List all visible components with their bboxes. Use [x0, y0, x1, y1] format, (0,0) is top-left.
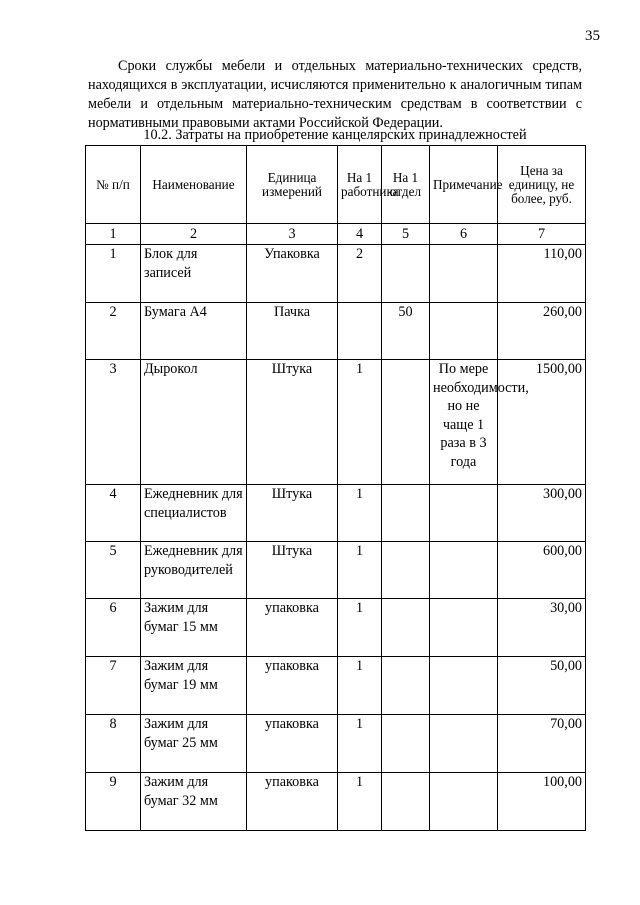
- section-title: 10.2. Затраты на приобретение канцелярских принадлежностей: [143, 127, 527, 143]
- qty-per-dept: [382, 485, 430, 542]
- header-num: № п/п: [86, 146, 141, 224]
- qty-per-worker: 1: [338, 599, 382, 657]
- row-number: 7: [86, 657, 141, 715]
- item-note: [430, 715, 498, 773]
- qty-per-dept: [382, 657, 430, 715]
- row-number: 3: [86, 360, 141, 485]
- qty-per-worker: 1: [338, 773, 382, 831]
- qty-per-worker: 1: [338, 485, 382, 542]
- table-row: [86, 599, 586, 657]
- intro-paragraph: [88, 57, 582, 133]
- item-unit: упаковка: [247, 657, 338, 715]
- item-price: 110,00: [498, 245, 586, 303]
- item-unit: упаковка: [247, 773, 338, 831]
- item-unit: Упаковка: [247, 245, 338, 303]
- item-unit: Штука: [247, 542, 338, 599]
- item-name: Зажим для бумаг 15 мм: [141, 599, 247, 657]
- item-unit: упаковка: [247, 599, 338, 657]
- column-number: 6: [430, 224, 498, 245]
- qty-per-dept: [382, 542, 430, 599]
- column-number-row: [86, 224, 586, 245]
- row-number: 8: [86, 715, 141, 773]
- header-unit: Единица измерений: [247, 146, 338, 224]
- qty-per-worker: 1: [338, 360, 382, 485]
- item-note: [430, 245, 498, 303]
- item-unit: Пачка: [247, 303, 338, 360]
- column-number: 3: [247, 224, 338, 245]
- item-name: Ежедневник для руководителей: [141, 542, 247, 599]
- item-price: 100,00: [498, 773, 586, 831]
- stationery-table: [85, 145, 586, 831]
- qty-per-dept: [382, 245, 430, 303]
- table-row: [86, 360, 586, 485]
- item-unit: упаковка: [247, 715, 338, 773]
- item-name: Зажим для бумаг 19 мм: [141, 657, 247, 715]
- row-number: 6: [86, 599, 141, 657]
- qty-per-dept: 50: [382, 303, 430, 360]
- column-number: 2: [141, 224, 247, 245]
- row-number: 4: [86, 485, 141, 542]
- qty-per-worker: 1: [338, 657, 382, 715]
- row-number: 9: [86, 773, 141, 831]
- item-name: Дырокол: [141, 360, 247, 485]
- item-name: Зажим для бумаг 25 мм: [141, 715, 247, 773]
- item-price: 1500,00: [498, 360, 586, 485]
- intro-text: Сроки службы мебели и отдельных материально-технических средств, находящихся в эксплуатации, исчисляются применительно к аналогичным типам мебели и отдельным материально-техническим средствам в соответствии с нормативными правовыми актами Российской Федерации.: [88, 58, 582, 131]
- item-price: 70,00: [498, 715, 586, 773]
- item-price: 260,00: [498, 303, 586, 360]
- header-note: Примечание: [430, 146, 498, 224]
- header-name: Наименование: [141, 146, 247, 224]
- table-row: [86, 485, 586, 542]
- page-number: 35: [585, 28, 600, 44]
- item-note: [430, 303, 498, 360]
- item-note: [430, 599, 498, 657]
- item-unit: Штука: [247, 360, 338, 485]
- table-row: [86, 715, 586, 773]
- qty-per-dept: [382, 599, 430, 657]
- item-price: 300,00: [498, 485, 586, 542]
- item-note: [430, 485, 498, 542]
- item-name: Ежедневник для специалистов: [141, 485, 247, 542]
- qty-per-worker: 1: [338, 542, 382, 599]
- item-note: [430, 542, 498, 599]
- header-per-worker: На 1 работника: [338, 146, 382, 224]
- qty-per-dept: [382, 715, 430, 773]
- table-row: [86, 657, 586, 715]
- item-name: Бумага А4: [141, 303, 247, 360]
- qty-per-dept: [382, 773, 430, 831]
- item-note: По мере необходимости, но не чаще 1 раза в 3 года: [430, 360, 498, 485]
- row-number: 1: [86, 245, 141, 303]
- table-row: [86, 773, 586, 831]
- header-per-dept: На 1 отдел: [382, 146, 430, 224]
- item-note: [430, 657, 498, 715]
- qty-per-worker: 1: [338, 715, 382, 773]
- column-number: 7: [498, 224, 586, 245]
- item-price: 600,00: [498, 542, 586, 599]
- header-price: Цена за единицу, не более, руб.: [498, 146, 586, 224]
- qty-per-dept: [382, 360, 430, 485]
- item-note: [430, 773, 498, 831]
- column-number: 4: [338, 224, 382, 245]
- item-price: 50,00: [498, 657, 586, 715]
- header-row: [86, 146, 586, 224]
- table-row: [86, 542, 586, 599]
- table-row: [86, 245, 586, 303]
- qty-per-worker: 2: [338, 245, 382, 303]
- item-price: 30,00: [498, 599, 586, 657]
- item-name: Блок для записей: [141, 245, 247, 303]
- item-name: Зажим для бумаг 32 мм: [141, 773, 247, 831]
- item-unit: Штука: [247, 485, 338, 542]
- row-number: 5: [86, 542, 141, 599]
- table-row: [86, 303, 586, 360]
- column-number: 5: [382, 224, 430, 245]
- qty-per-worker: [338, 303, 382, 360]
- column-number: 1: [86, 224, 141, 245]
- row-number: 2: [86, 303, 141, 360]
